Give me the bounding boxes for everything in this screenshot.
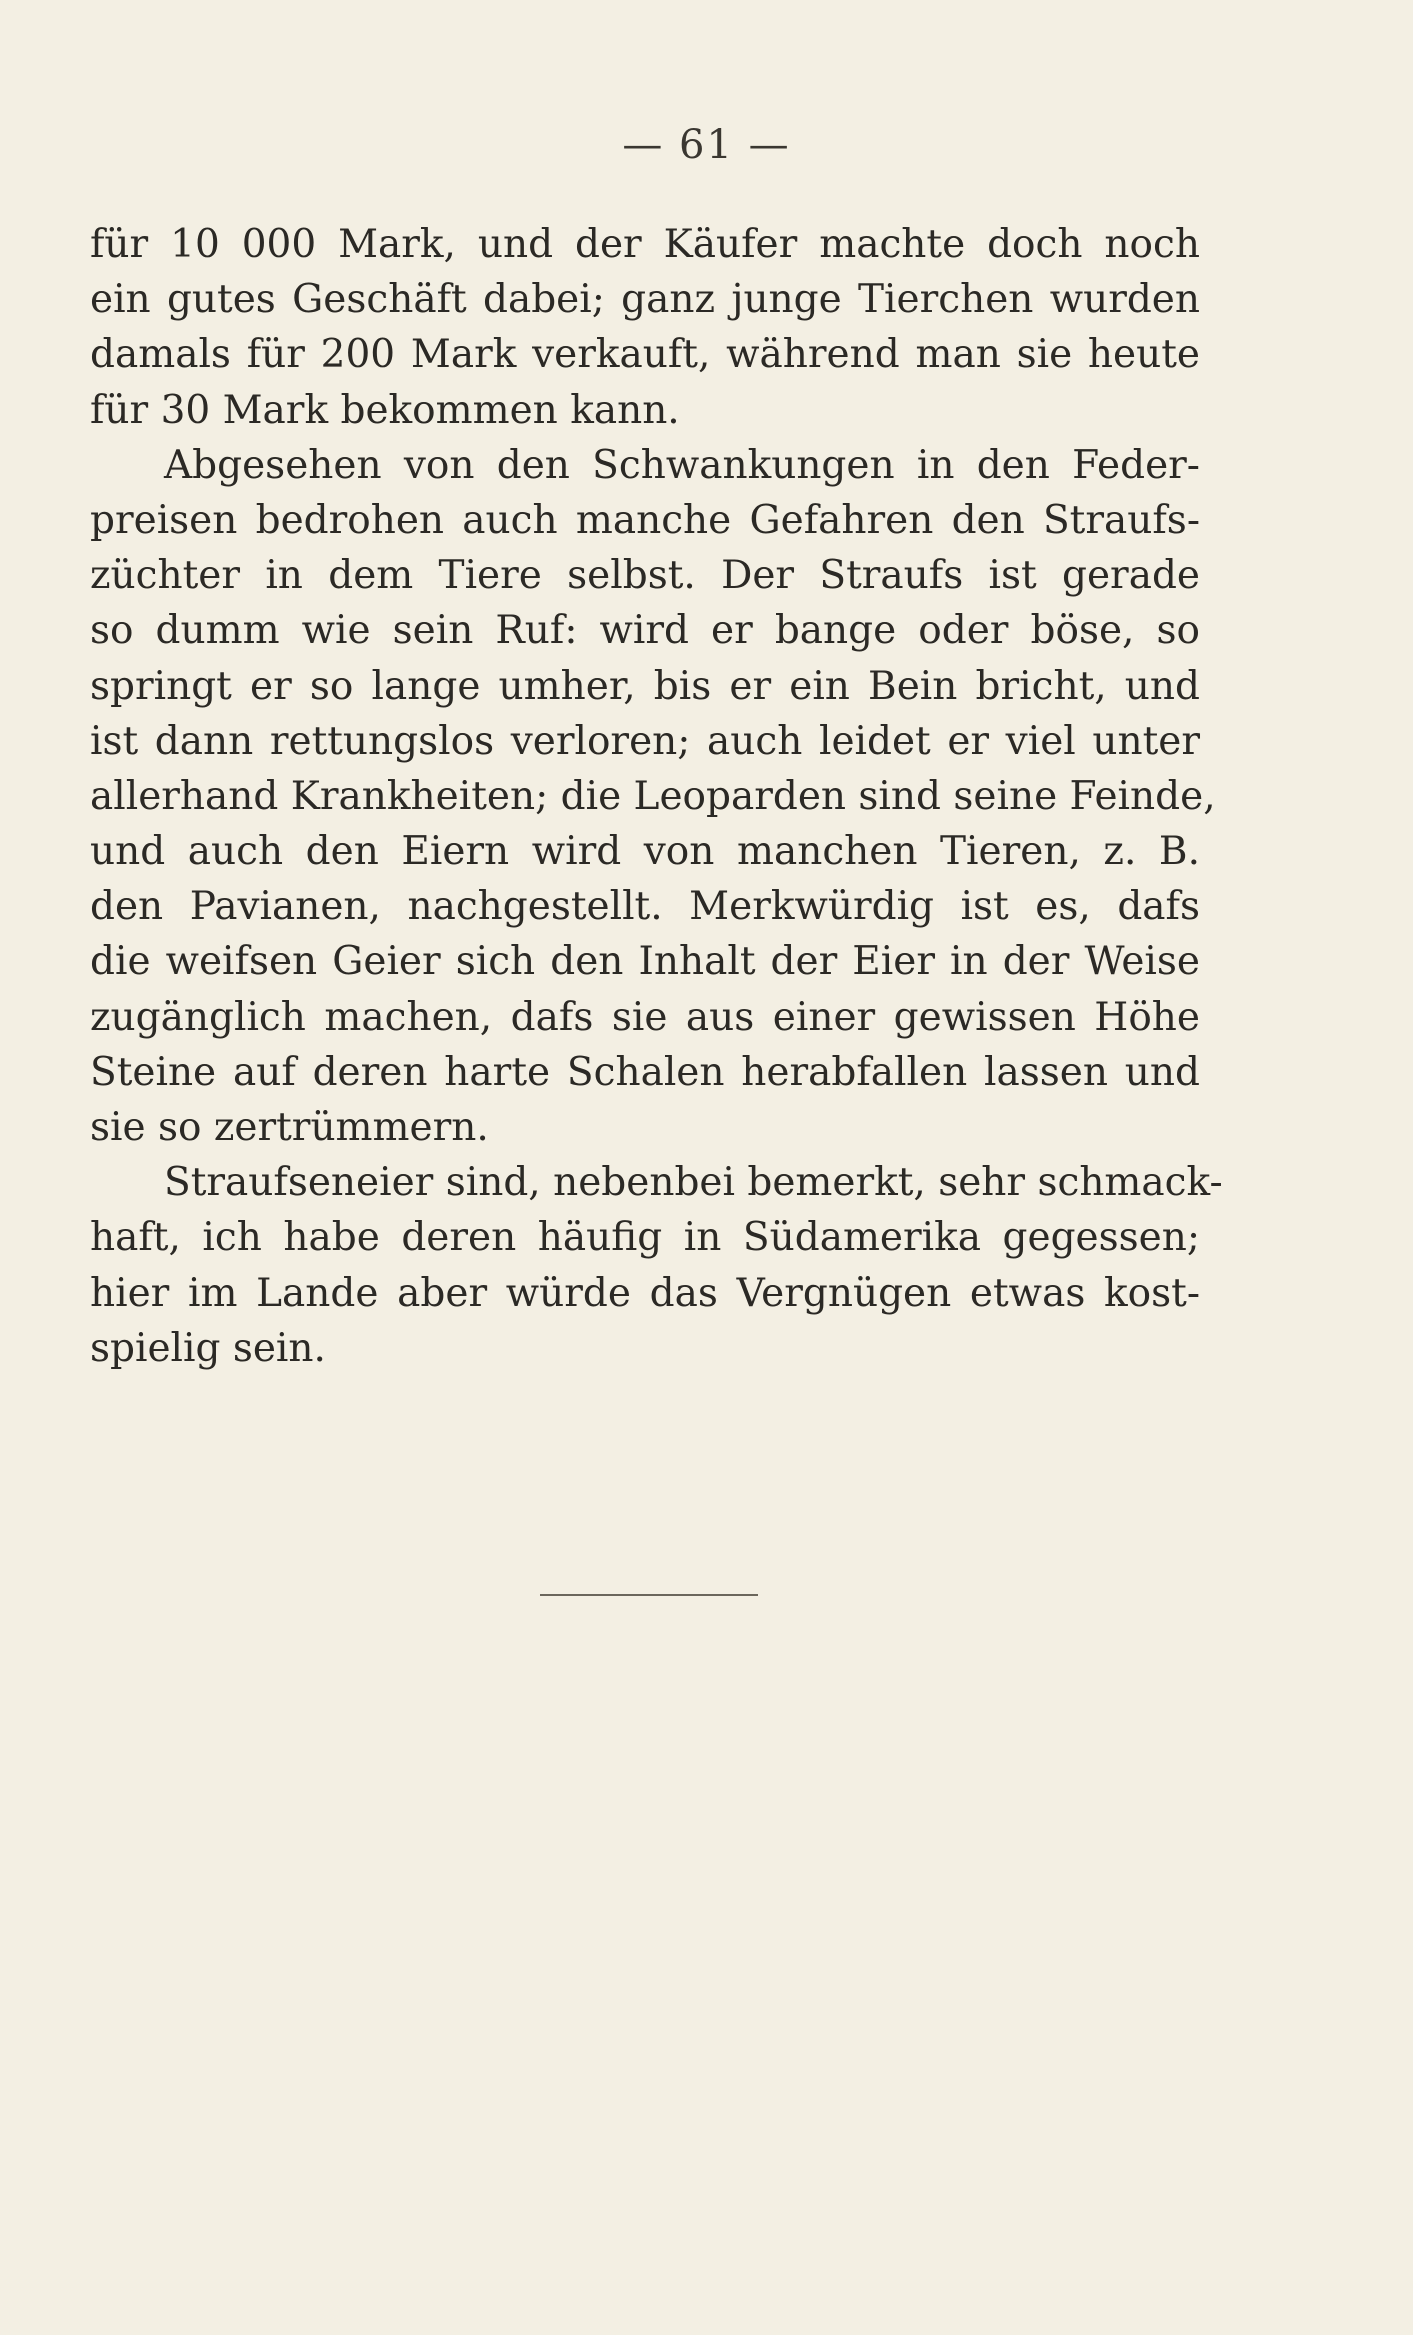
text-line: für 10 000 Mark, und der Käufer machte doch noch xyxy=(90,222,1200,267)
text-line: zugänglich machen, dafs sie aus einer gewissen Höhe xyxy=(90,994,1200,1040)
text-line: ein gutes Geschäft dabei; ganz junge Tierchen wurden xyxy=(90,277,1200,323)
end-rule xyxy=(540,1594,758,1596)
text-line: Abgesehen von den Schwankungen in den Feder- xyxy=(164,442,1200,488)
paragraph-2 xyxy=(90,438,1216,1155)
text-line: ist dann rettungslos verloren; auch leidet er viel unter xyxy=(90,718,1200,764)
text-line: haft, ich habe deren häufig in Südamerika gegessen; xyxy=(90,1215,1200,1261)
text-line: und auch den Eiern wird von manchen Tieren, z. B. xyxy=(90,829,1200,875)
text-line: damals für 200 Mark verkauft, während man sie heute xyxy=(90,332,1200,378)
paragraph-3 xyxy=(90,1155,1223,1376)
text-line: so dumm wie sein Ruf: wird er bange oder böse, so xyxy=(90,608,1200,654)
page-number: — 61 — xyxy=(622,122,791,168)
text-line: den Pavianen, nachgestellt. Merkwürdig ist es, dafs xyxy=(90,884,1200,930)
text-line: sie so zertrümmern. xyxy=(90,1105,489,1150)
text-line: für 30 Mark bekommen kann. xyxy=(90,387,680,433)
text-line: Straufseneier sind, nebenbei bemerkt, sehr schmack- xyxy=(164,1160,1223,1206)
text-line: allerhand Krankheiten; die Leoparden sind seine Feinde, xyxy=(90,773,1216,819)
text-line: hier im Lande aber würde das Vergnügen etwas kost- xyxy=(90,1270,1200,1316)
paragraph-1 xyxy=(90,217,1200,438)
body-text xyxy=(90,217,1223,1376)
text-line: Steine auf deren harte Schalen herabfallen lassen und xyxy=(90,1049,1200,1095)
text-line: springt er so lange umher, bis er ein Bein bricht, und xyxy=(90,663,1200,709)
text-line: spielig sein. xyxy=(90,1325,326,1371)
text-line: die weifsen Geier sich den Inhalt der Eier in der Weise xyxy=(90,939,1200,985)
text-line: preisen bedrohen auch manche Gefahren den Straufs- xyxy=(90,497,1200,543)
text-line: züchter in dem Tiere selbst. Der Straufs ist gerade xyxy=(90,553,1200,599)
